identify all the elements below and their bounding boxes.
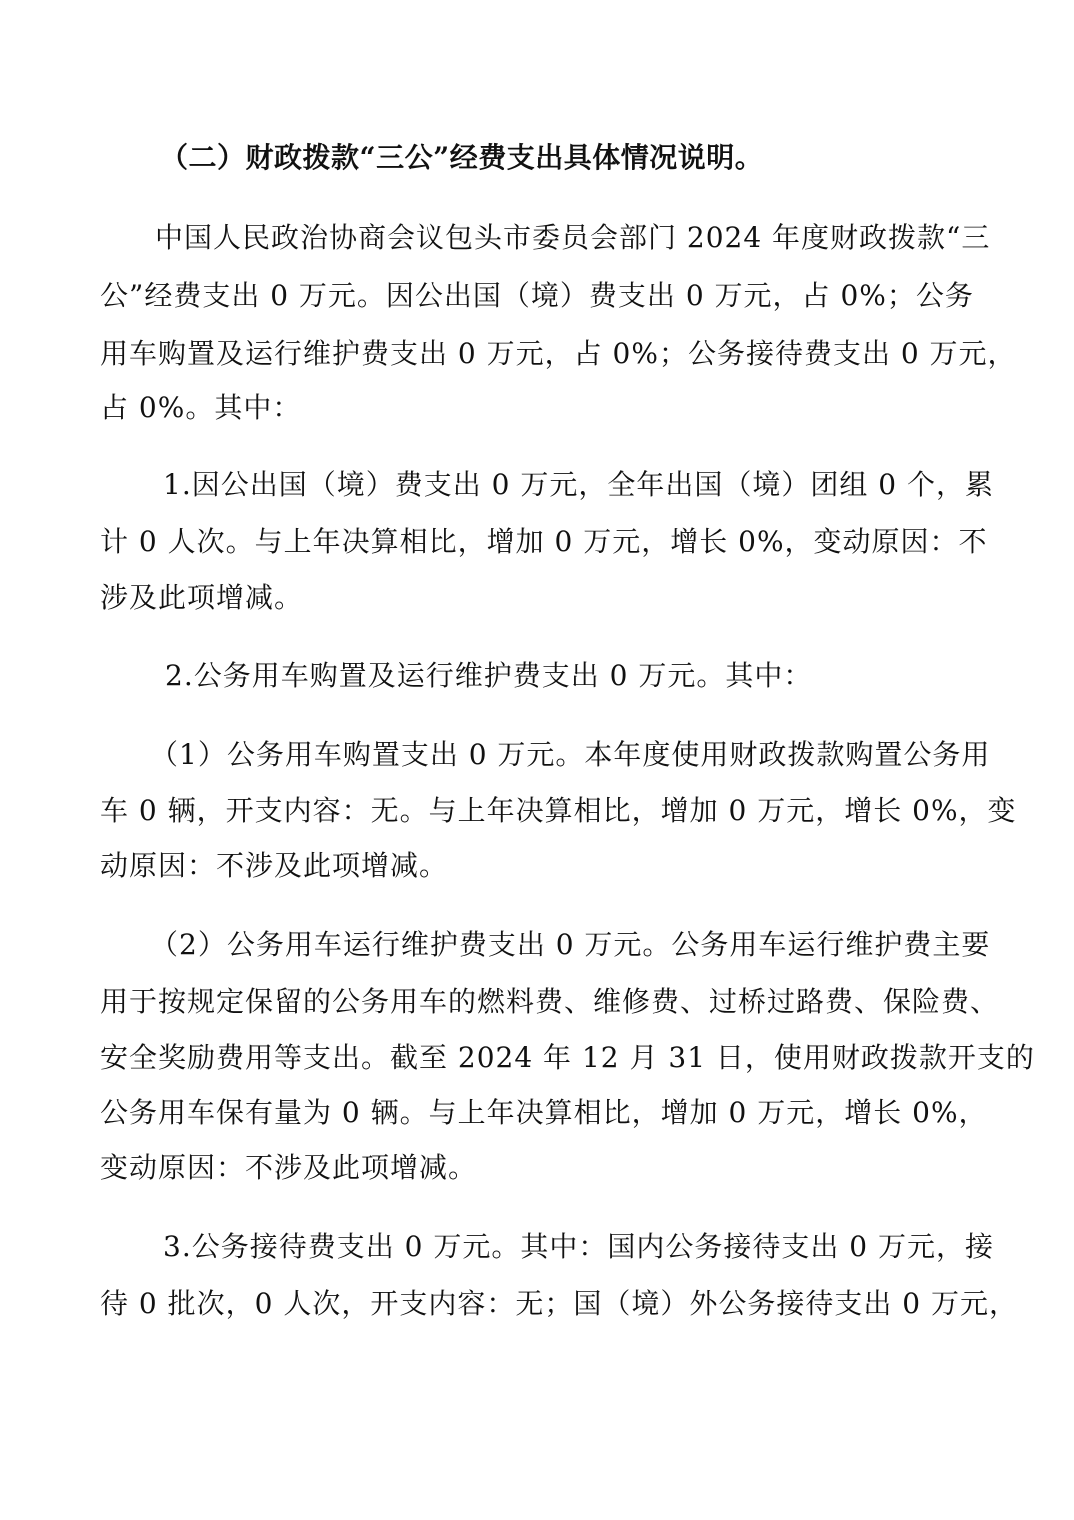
item3-line-2: 待 0 批次，0 人次，开支内容：无；国（境）外公务接待支出 0 万元， [100,1287,1018,1320]
item2-1-line-1: （1）公务用车购置支出 0 万元。本年度使用财政拨款购置公务用 [150,738,991,771]
item2-2-line-2: 用于按规定保留的公务用车的燃料费、维修费、过桥过路费、保险费、 [100,985,1000,1018]
item1-line-1: 1.因公出国（境）费支出 0 万元，全年出国（境）团组 0 个，累 [163,468,994,501]
summary-line-1: 中国人民政治协商会议包头市委员会部门 2024 年度财政拨款“三 [155,221,991,254]
item1-line-2: 计 0 人次。与上年决算相比，增加 0 万元，增长 0%，变动原因：不 [100,525,988,558]
item3-line-1: 3.公务接待费支出 0 万元。其中：国内公务接待支出 0 万元，接 [163,1230,994,1263]
item2-line-1: 2.公务用车购置及运行维护费支出 0 万元。其中： [165,659,813,692]
item2-2-line-5: 变动原因：不涉及此项增减。 [100,1151,478,1184]
summary-line-2: 公”经费支出 0 万元。因公出国（境）费支出 0 万元，占 0%；公务 [100,279,974,312]
item1-line-3: 涉及此项增减。 [100,581,304,614]
summary-line-4: 占 0%。其中： [100,391,302,424]
item2-2-line-1: （2）公务用车运行维护费支出 0 万元。公务用车运行维护费主要 [150,928,991,961]
item2-1-line-2: 车 0 辆，开支内容：无。与上年决算相比，增加 0 万元，增长 0%，变 [100,794,1017,827]
item2-2-line-3: 安全奖励费用等支出。截至 2024 年 12 月 31 日，使用财政拨款开支的 [100,1041,1035,1074]
summary-line-3: 用车购置及运行维护费支出 0 万元，占 0%；公务接待费支出 0 万元， [100,337,1017,370]
item2-2-line-4: 公务用车保有量为 0 辆。与上年决算相比，增加 0 万元，增长 0%， [100,1096,988,1129]
section-heading: （二）财政拨款“三公”经费支出具体情况说明。 [160,141,764,174]
item2-1-line-3: 动原因：不涉及此项增减。 [100,849,449,882]
